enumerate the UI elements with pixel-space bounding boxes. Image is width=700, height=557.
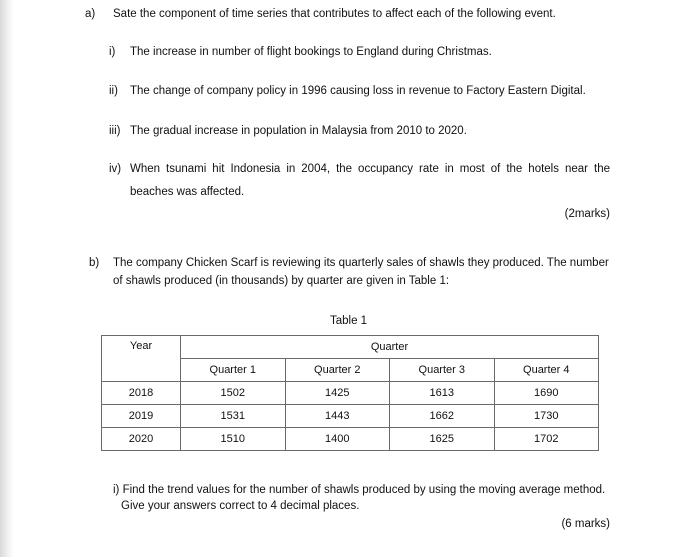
table-row [102, 405, 599, 428]
item-ii-number: ii) [109, 85, 118, 97]
question-i-line1: i) Find the trend values for the number of shawls produced by using the moving average method. [113, 484, 606, 496]
year-cell: 2020 [102, 428, 181, 451]
part-b-marks: (6 marks) [561, 518, 610, 530]
year-header: Year [102, 336, 181, 382]
value-cell: 1510 [181, 428, 286, 451]
value-cell: 1443 [285, 405, 390, 428]
quarter-header: Quarter 2 [285, 359, 390, 382]
part-a-marks: (2marks) [564, 208, 610, 220]
part-b-line2: of shawls produced (in thousands) by quarter are given in Table 1: [113, 275, 450, 287]
item-iii-number: iii) [109, 125, 121, 137]
item-iv-text-line1: When tsunami hit Indonesia in 2004, the occupancy rate in most of the hotels near the [130, 163, 610, 175]
item-iv-number: iv) [109, 163, 122, 175]
part-a-label: a) [85, 8, 96, 20]
item-i-number: i) [109, 46, 116, 58]
item-i-text: The increase in number of flight bookings to England during Christmas. [130, 46, 492, 58]
page-edge-shadow [0, 0, 14, 557]
quarter-header: Quarter 4 [494, 359, 599, 382]
value-cell: 1613 [390, 382, 495, 405]
value-cell: 1425 [285, 382, 390, 405]
value-cell: 1400 [285, 428, 390, 451]
value-cell: 1531 [181, 405, 286, 428]
value-cell: 1502 [181, 382, 286, 405]
quarter-header: Quarter 1 [181, 359, 286, 382]
table-caption: Table 1 [330, 315, 368, 327]
value-cell: 1702 [494, 428, 599, 451]
sales-table [101, 335, 599, 451]
quarter-group-header: Quarter [181, 336, 599, 359]
value-cell: 1690 [494, 382, 599, 405]
item-iii-text: The gradual increase in population in Malaysia from 2010 to 2020. [130, 125, 467, 137]
value-cell: 1662 [390, 405, 495, 428]
value-cell: 1625 [390, 428, 495, 451]
item-iv-text-line2: beaches was affected. [130, 186, 245, 198]
quarter-header: Quarter 3 [390, 359, 495, 382]
part-b-line1: The company Chicken Scarf is reviewing its quarterly sales of shawls they produced. The number [113, 257, 609, 269]
table-row [102, 382, 599, 405]
year-cell: 2019 [102, 405, 181, 428]
part-a-question: Sate the component of time series that contributes to affect each of the following event. [113, 8, 556, 20]
value-cell: 1730 [494, 405, 599, 428]
item-ii-text: The change of company policy in 1996 causing loss in revenue to Factory Eastern Digital. [130, 85, 586, 97]
part-b-label: b) [89, 257, 100, 269]
year-cell: 2018 [102, 382, 181, 405]
question-i-line2: Give your answers correct to 4 decimal places. [121, 500, 360, 512]
table-row [102, 428, 599, 451]
